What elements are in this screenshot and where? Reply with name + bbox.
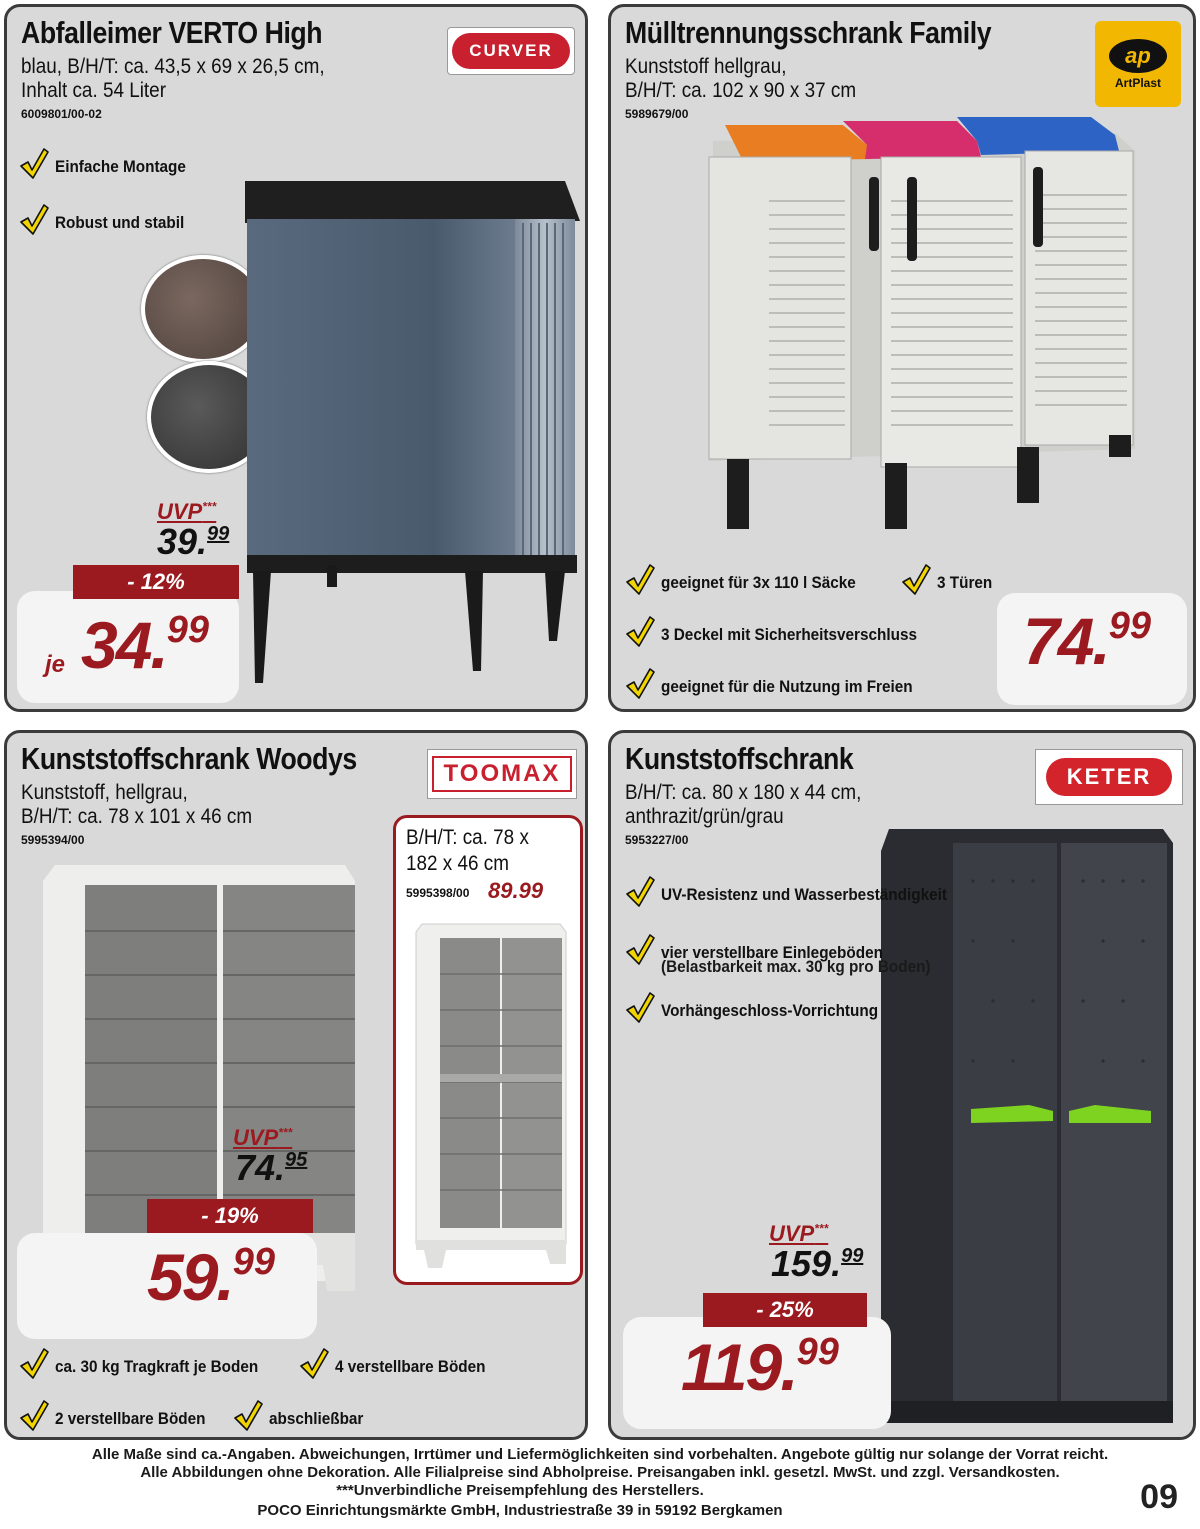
checkmark-icon <box>19 147 49 179</box>
feature-text: UV-Resistenz und Wasserbeständigkeit <box>661 885 947 904</box>
variant-article-number: 5995398/00 <box>406 886 470 900</box>
product-title: Kunststoffschrank Woodys <box>21 741 357 776</box>
feature-item <box>625 875 979 907</box>
legal-line-2: Alle Abbildungen ohne Dekoration. Alle Filialpreise sind Abholpreise. Preisangaben inkl. gesetzl. MwSt. und zzgl. Versandkosten. <box>140 1464 1060 1481</box>
feature-text: Vorhängeschloss-Vorrichtung <box>661 1001 879 1020</box>
sale-price: 59.99 <box>147 1240 276 1314</box>
feature-text: geeignet für 3x 110 l Säcke <box>661 573 856 592</box>
keter-logo <box>1035 749 1183 805</box>
toomax-logo <box>427 749 577 799</box>
product-card-woodys <box>4 730 588 1440</box>
feature-text: Einfache Montage <box>55 157 186 176</box>
uvp-price: 39.99 <box>157 521 230 562</box>
product-desc-line2: B/H/T: ca. 102 x 90 x 37 cm <box>625 79 857 102</box>
sale-price: 74.99 <box>1023 604 1152 678</box>
feature-item <box>625 991 902 1023</box>
artplast-logo <box>1095 21 1181 107</box>
feature-text: 4 verstellbare Böden <box>335 1357 486 1376</box>
discount-badge: - 19% <box>147 1199 313 1233</box>
product-title: Mülltrennungsschrank Family <box>625 15 992 50</box>
discount-badge: - 25% <box>703 1293 867 1327</box>
product-desc-line1: Kunststoff hellgrau, <box>625 55 787 78</box>
product-card-family <box>608 4 1196 712</box>
legal-line-3: ***Unverbindliche Preisempfehlung des Herstellers. <box>336 1482 704 1499</box>
feature-item <box>625 615 945 647</box>
uvp-label: UVP*** <box>769 1221 829 1246</box>
feature-item <box>233 1399 374 1431</box>
feature-item <box>901 563 998 595</box>
feature-text: geeignet für die Nutzung im Freien <box>661 677 913 696</box>
curver-logo <box>447 27 575 75</box>
checkmark-icon <box>625 615 655 647</box>
sale-price: 119.99 <box>681 1330 839 1404</box>
feature-text: abschließbar <box>269 1409 364 1428</box>
product-card-keter <box>608 730 1196 1440</box>
legal-line-1: Alle Maße sind ca.-Angaben. Abweichungen, Irrtümer und Liefermöglichkeiten sind vorbehalten. Angebote gültig nur solange der Vorrat reicht. <box>91 1446 1109 1463</box>
curver-logo-text: CURVER <box>452 33 570 69</box>
feature-item <box>19 203 199 235</box>
checkmark-icon <box>625 875 655 907</box>
verto-bin-image <box>235 171 585 691</box>
product-desc-line1: blau, B/H/T: ca. 43,5 x 69 x 26,5 cm, <box>21 55 325 78</box>
product-title: Abfalleimer VERTO High <box>21 15 323 50</box>
feature-item <box>625 563 877 595</box>
feature-item <box>19 147 200 179</box>
feature-text: 2 verstellbare Böden <box>55 1409 206 1428</box>
uvp-price: 74.95 <box>235 1147 308 1188</box>
article-number: 5953227/00 <box>625 833 689 847</box>
feature-text: 3 Türen <box>937 573 993 592</box>
discount-badge: - 12% <box>73 565 239 599</box>
feature-item <box>19 1347 281 1379</box>
uvp-price: 159.99 <box>771 1243 864 1284</box>
uvp-label: UVP*** <box>233 1125 293 1150</box>
company-address: POCO Einrichtungsmärkte GmbH, Industriestraße 39 in 59192 Bergkamen <box>257 1502 783 1519</box>
product-desc-line2: Inhalt ca. 54 Liter <box>21 79 166 102</box>
checkmark-icon <box>625 667 655 699</box>
feature-item <box>19 1399 222 1431</box>
checkmark-icon <box>625 563 655 595</box>
keter-logo-text: KETER <box>1046 758 1172 796</box>
feature-item <box>299 1347 502 1379</box>
artplast-logo-mark: ap <box>1109 39 1167 73</box>
product-card-verto <box>4 4 588 712</box>
artplast-logo-text: ArtPlast <box>1114 75 1161 90</box>
feature-text: ca. 30 kg Tragkraft je Boden <box>55 1357 259 1376</box>
variant-box <box>393 815 583 1285</box>
checkmark-icon <box>299 1347 329 1379</box>
checkmark-icon <box>901 563 931 595</box>
sale-price: 34.99 <box>81 608 210 682</box>
toomax-logo-text: TOOMAX <box>432 756 573 792</box>
variant-desc-line2: 182 x 46 cm <box>406 852 509 875</box>
variant-desc-line1: B/H/T: ca. 78 x <box>406 826 529 849</box>
page-number: 09 <box>1140 1478 1178 1516</box>
woodys-tall-cabinet-image <box>410 922 570 1272</box>
feature-text: Robust und stabil <box>55 213 185 232</box>
article-number: 6009801/00-02 <box>21 107 102 121</box>
uvp-label: UVP*** <box>157 499 217 524</box>
product-title: Kunststoffschrank <box>625 741 854 776</box>
feature-text: vier verstellbare Einlegeböden <box>661 943 883 962</box>
feature-item <box>625 667 941 699</box>
article-number: 5995394/00 <box>21 833 85 847</box>
checkmark-icon <box>19 203 49 235</box>
price-prefix: je <box>45 651 66 678</box>
variant-price: 89.99 <box>488 878 544 903</box>
family-cabinet-image <box>695 111 1145 541</box>
feature-text-continued: (Belastbarkeit max. 30 kg pro Boden) <box>661 957 931 976</box>
product-desc-line1: Kunststoff, hellgrau, <box>21 781 188 804</box>
checkmark-icon <box>625 991 655 1023</box>
keter-cabinet-image <box>873 821 1185 1431</box>
checkmark-icon <box>19 1347 49 1379</box>
product-desc-line2: B/H/T: ca. 78 x 101 x 46 cm <box>21 805 253 828</box>
feature-text: 3 Deckel mit Sicherheitsverschluss <box>661 625 917 644</box>
checkmark-icon <box>625 933 655 965</box>
checkmark-icon <box>19 1399 49 1431</box>
article-number: 5989679/00 <box>625 107 689 121</box>
product-desc-line2: anthrazit/grün/grau <box>625 805 784 828</box>
checkmark-icon <box>233 1399 263 1431</box>
product-desc-line1: B/H/T: ca. 80 x 180 x 44 cm, <box>625 781 862 804</box>
